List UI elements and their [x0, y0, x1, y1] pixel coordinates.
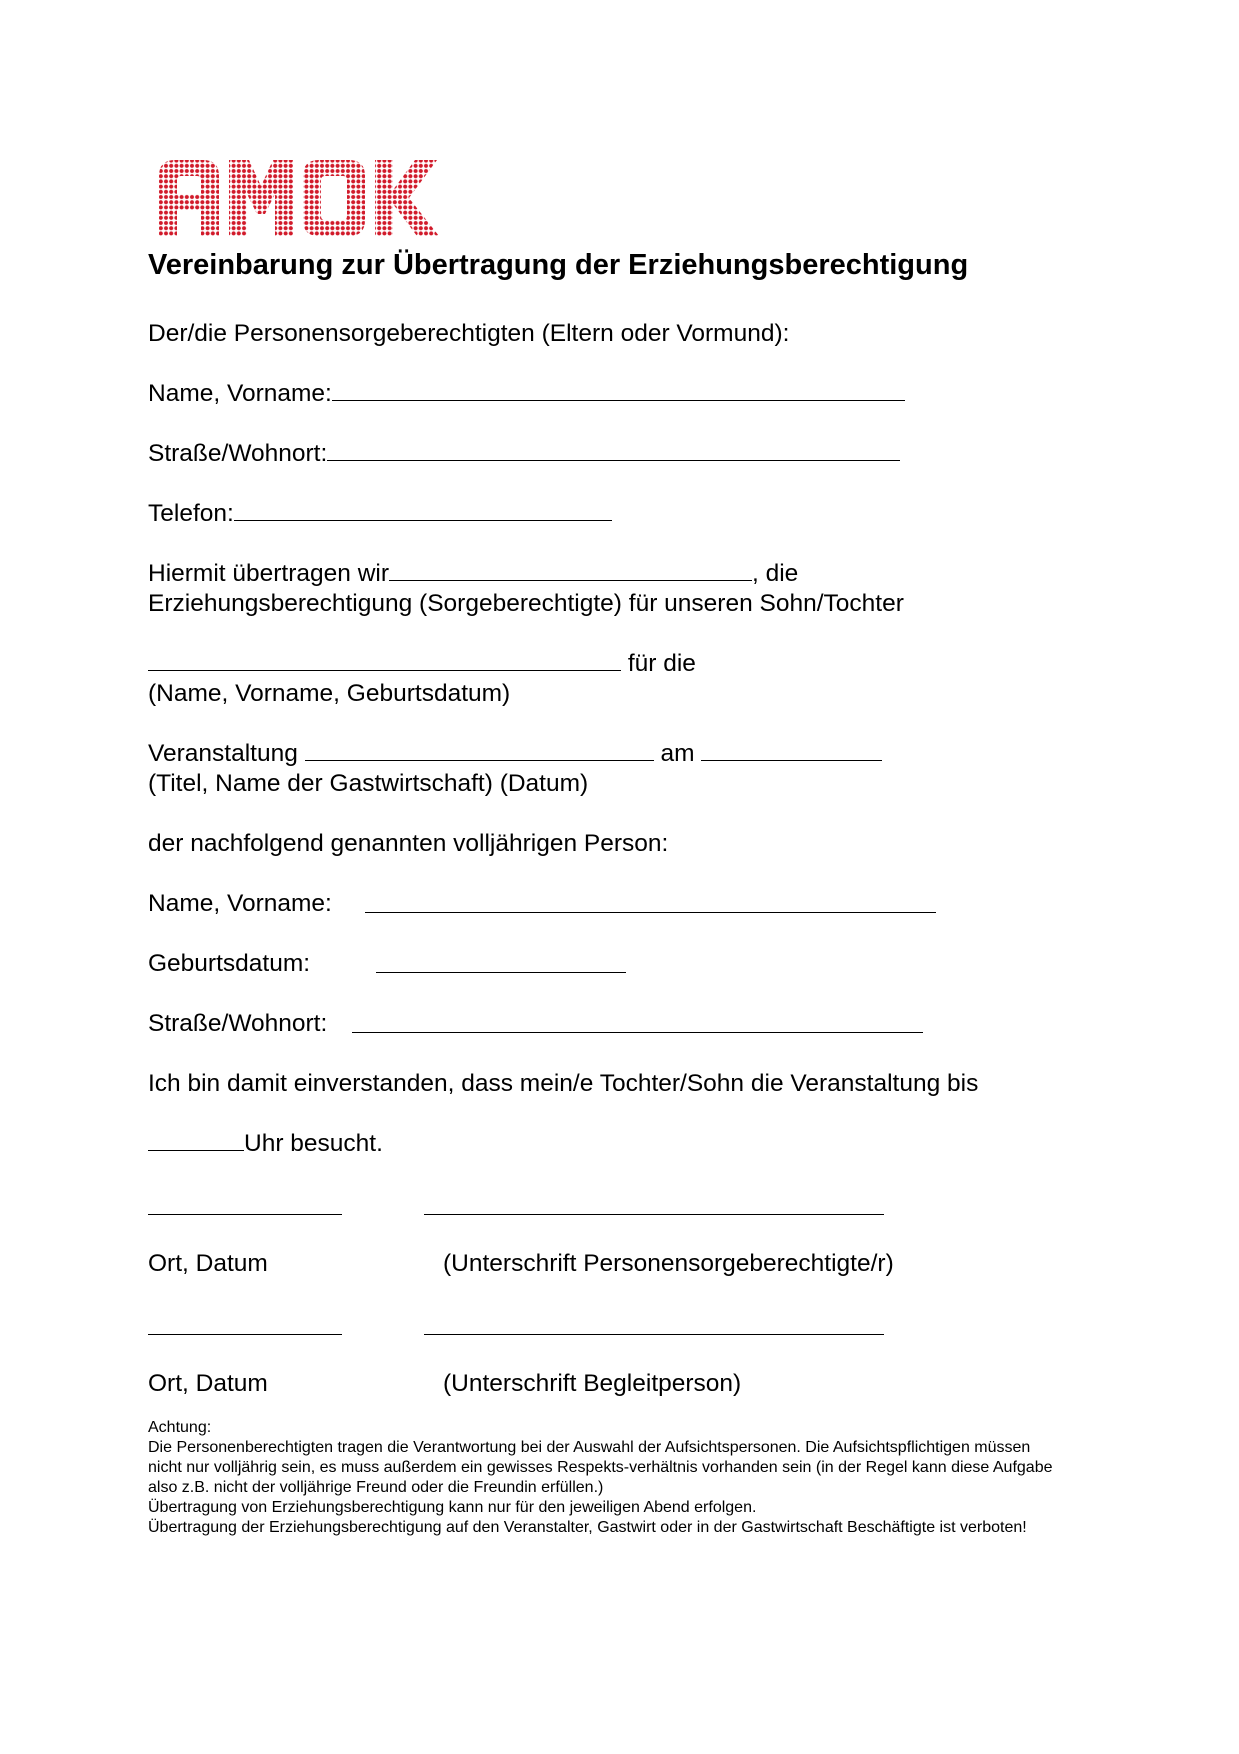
- place-date-label-2: Ort, Datum: [148, 1370, 268, 1397]
- amok-logo-mark: [153, 158, 471, 236]
- consent-line-1: Ich bin damit einverstanden, dass mein/e Tochter/Sohn die Veranstaltung bis: [148, 1070, 979, 1097]
- event-label: Veranstaltung: [148, 740, 298, 767]
- signature-label-1: (Unterschrift Personensorgeberechtigte/r): [443, 1250, 894, 1277]
- guardian-name-label: Name, Vorname:: [148, 380, 332, 407]
- adult-address-label: Straße/Wohnort:: [148, 1010, 328, 1037]
- transfer-prefix: Hiermit übertragen wir: [148, 560, 389, 587]
- transfer-suffix: , die: [752, 560, 799, 587]
- place-date-line-2[interactable]: [148, 1334, 342, 1335]
- notice-line: Die Personenberechtigten tragen die Verantwortung bei der Auswahl der Aufsichtspersonen. Die Aufsichtspflichtigen müssen: [148, 1439, 1031, 1456]
- child-suffix: für die: [627, 650, 696, 677]
- signature-label-2: (Unterschrift Begleitperson): [443, 1370, 742, 1397]
- time-line[interactable]: [148, 1130, 244, 1151]
- notice-block: [148, 1418, 1052, 1538]
- transferee-line[interactable]: [389, 560, 752, 581]
- guardian-phone-label: Telefon:: [148, 500, 234, 527]
- signature-line-1[interactable]: [424, 1214, 884, 1215]
- transfer-line-1: [148, 560, 798, 588]
- adult-birth-label: Geburtsdatum:: [148, 950, 311, 977]
- event-field[interactable]: [148, 740, 882, 768]
- event-am-label: am: [660, 740, 695, 767]
- place-date-label-1: Ort, Datum: [148, 1250, 268, 1277]
- adult-name-line[interactable]: [365, 912, 936, 913]
- guardian-phone-field[interactable]: [148, 500, 612, 528]
- notice-line: Übertragung von Erziehungsberechtigung kann nur für den jeweiligen Abend erfolgen.: [148, 1499, 757, 1516]
- guardian-name-field[interactable]: [148, 380, 905, 408]
- consent-suffix: Uhr besucht.: [244, 1130, 383, 1157]
- guardian-phone-line[interactable]: [234, 500, 612, 521]
- intro-text: Der/die Personensorgeberechtigten (Eltern oder Vormund):: [148, 320, 790, 347]
- signature-line-2[interactable]: [424, 1334, 884, 1335]
- event-hint: (Titel, Name der Gastwirtschaft) (Datum): [148, 770, 589, 797]
- document-title: Vereinbarung zur Übertragung der Erziehungsberechtigung: [148, 249, 969, 281]
- consent-line-2[interactable]: [148, 1130, 383, 1158]
- event-date-line[interactable]: [701, 740, 882, 761]
- transfer-line-2: Erziehungsberechtigung (Sorgeberechtigte) für unseren Sohn/Tochter: [148, 590, 904, 617]
- notice-line: also z.B. nicht der volljährige Freund oder die Freundin erfüllen.): [148, 1479, 604, 1496]
- notice-line: Übertragung der Erziehungsberechtigung auf den Veranstalter, Gastwirt oder in der Gastwirtschaft Beschäftigte ist verboten!: [148, 1519, 1027, 1536]
- amok-logo: [153, 158, 471, 241]
- place-date-line-1[interactable]: [148, 1214, 342, 1215]
- notice-line: nicht nur volljährig sein, es muss außerdem ein gewisses Respekts-verhältnis vorhanden sein (in der Regel kann diese Aufgabe: [148, 1459, 1053, 1476]
- child-field[interactable]: [148, 650, 696, 678]
- guardian-address-line[interactable]: [327, 440, 900, 461]
- adult-birth-line[interactable]: [376, 972, 626, 973]
- child-hint: (Name, Vorname, Geburtsdatum): [148, 680, 511, 707]
- guardian-address-label: Straße/Wohnort:: [148, 440, 328, 467]
- child-line[interactable]: [148, 650, 621, 671]
- adult-intro: der nachfolgend genannten volljährigen Person:: [148, 830, 669, 857]
- adult-address-line[interactable]: [352, 1032, 923, 1033]
- event-line[interactable]: [305, 740, 654, 761]
- guardian-name-line[interactable]: [332, 380, 905, 401]
- notice-heading: Achtung:: [148, 1419, 212, 1436]
- adult-name-label: Name, Vorname:: [148, 890, 332, 917]
- guardian-address-field[interactable]: [148, 440, 900, 468]
